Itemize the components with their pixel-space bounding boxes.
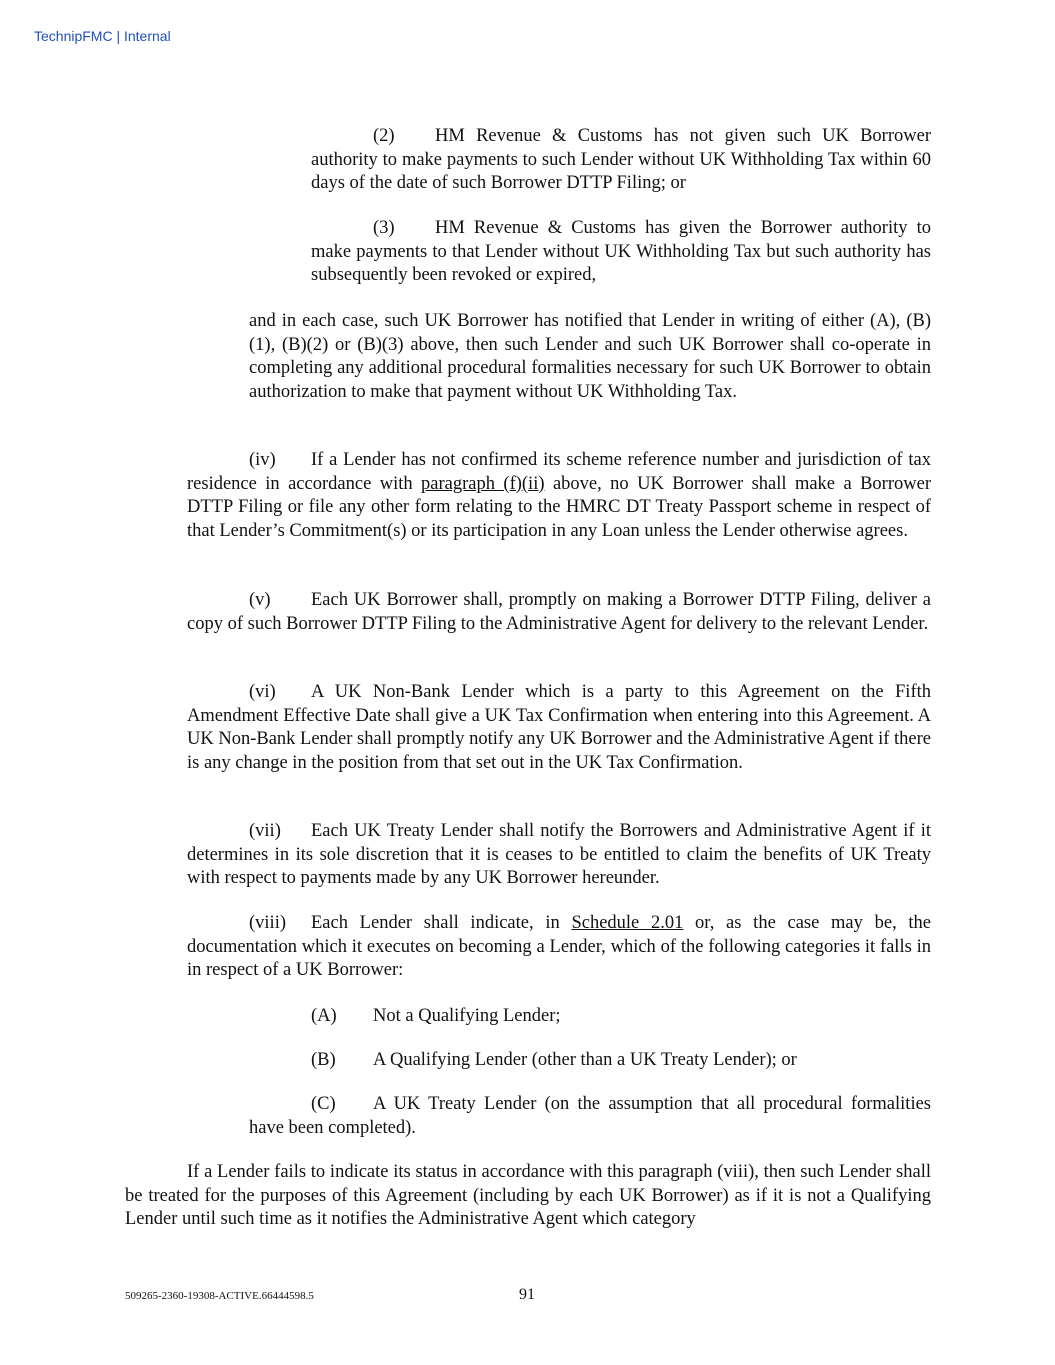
clause-vii: [187, 820, 931, 891]
clause-number: (A): [311, 1006, 337, 1026]
page-number: 91: [519, 1286, 535, 1303]
clause-text: A Qualifying Lender (other than a UK Treaty Lender); or: [373, 1050, 797, 1070]
clause-iv: [187, 449, 931, 544]
clause-number: (viii): [249, 913, 286, 933]
clause-number: (B): [311, 1050, 336, 1070]
clause-number: (iv): [249, 450, 276, 470]
clause-b2: [311, 125, 931, 196]
clause-b3: [311, 217, 931, 288]
clause-text: A UK Non-Bank Lender which is a party to this Agreement on the Fifth Amendment Effective Date shall give a UK Tax Confirmation when entering into this Agreement. A UK Non-Bank Lender shall promptly notify any UK Borrower and the Administrative Agent if there is any change in the position from that set out in the UK Tax Confirmation.: [187, 682, 931, 774]
continuation-paragraph: and in each case, such UK Borrower has notified that Lender in writing of either (A), (B)(1), (B)(2) or (B)(3) above, then such Lender and such UK Borrower shall co-operate in completing any additional procedural formalities necessary for such UK Borrower to obtain authorization to make that payment without UK Withholding Tax.: [249, 311, 931, 403]
clause-text: or, as the case may be, the documentation which it executes on becoming a Lender, which of the following categories it falls in in respect of a UK Borrower:: [187, 913, 932, 981]
clause-text: Each UK Treaty Lender shall notify the Borrowers and Administrative Agent if it determines in its sole discretion that it is ceases to be entitled to claim the benefits of UK Treaty with respect to payments made by any UK Borrower hereunder.: [187, 821, 931, 889]
final-paragraph: If a Lender fails to indicate its status in accordance with this paragraph (viii), then such Lender shall be treated for the purposes of this Agreement (including by each UK Borrower) as if it is not a Qualifying Lender until such time as it notifies the Administrative Agent which category: [125, 1162, 931, 1230]
clause-number: (C): [311, 1094, 336, 1114]
clause-number: (3): [373, 218, 395, 238]
category-c: [249, 1093, 931, 1140]
cross-reference-link[interactable]: paragraph (f)(ii): [421, 473, 545, 494]
clause-viii: [187, 912, 931, 983]
clause-text: If a Lender has not confirmed its scheme reference number and jurisdiction of tax residence in accordance with: [187, 450, 931, 494]
clause-text: Each Lender shall indicate, in: [311, 913, 572, 933]
category-a: [311, 1005, 561, 1029]
schedule-link[interactable]: Schedule 2.01: [571, 913, 684, 933]
document-id: 509265-2360-19308-ACTIVE.66444598.5: [125, 1290, 314, 1302]
clause-vi: [187, 681, 931, 776]
clause-number: (2): [373, 126, 395, 146]
clause-number: (v): [249, 590, 271, 610]
clause-text: HM Revenue & Customs has given the Borrower authority to make payments to that Lender without UK Withholding Tax but such authority has subsequently been revoked or expired,: [311, 218, 931, 286]
classification-label: TechnipFMC | Internal: [34, 28, 171, 44]
clause-text: above, no UK Borrower shall make a Borrower DTTP Filing or file any other form relating to the HMRC DT Treaty Passport scheme in respect of that Lender’s Commitment(s) or its participation in any Loan unless the Lender otherwise agrees.: [187, 473, 931, 542]
clause-text: HM Revenue & Customs has not given such UK Borrower authority to make payments to such Lender without UK Withholding Tax within 60 days of the date of such Borrower DTTP Filing; or: [311, 126, 931, 194]
clause-number: (vi): [249, 682, 276, 702]
clause-text: A UK Treaty Lender (on the assumption that all procedural formalities have been completed).: [249, 1094, 931, 1138]
clause-text: Not a Qualifying Lender;: [373, 1006, 561, 1026]
clause-text: Each UK Borrower shall, promptly on making a Borrower DTTP Filing, deliver a copy of such Borrower DTTP Filing to the Administrative Agent for delivery to the relevant Lender.: [187, 590, 931, 634]
clause-v: [187, 589, 931, 636]
clause-number: (vii): [249, 821, 281, 841]
category-b: [311, 1049, 797, 1073]
